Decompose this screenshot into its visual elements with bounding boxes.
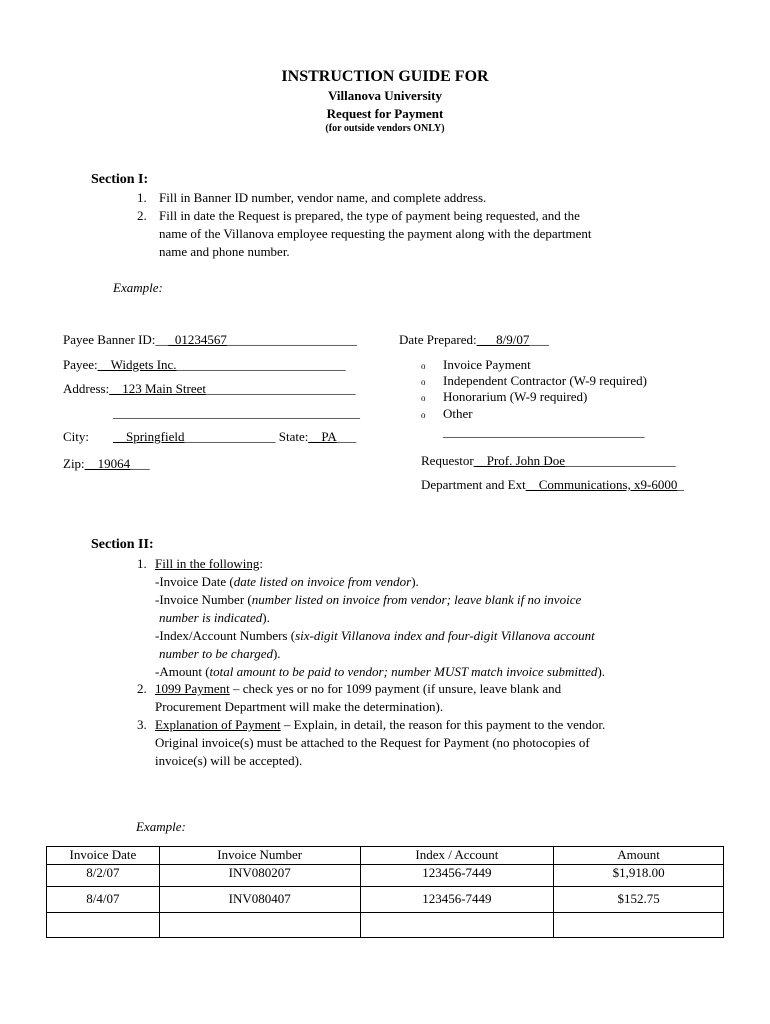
sub-item-index-account: -Index/Account Numbers (six-digit Villanova index and four-digit Villanova account (155, 628, 595, 643)
zip-field (63, 456, 150, 472)
payment-type-other: Other (443, 406, 473, 421)
cell-invoice-number: INV080207 (159, 865, 360, 887)
cell-index-account: 123456-7449 (360, 887, 554, 913)
department-label: Department and Ext (421, 477, 526, 492)
payee-label: Payee: (63, 357, 98, 372)
table-row (47, 887, 724, 913)
date-prepared-field (399, 332, 549, 348)
cell-invoice-date (47, 913, 160, 938)
payee-line: __________________________ (176, 357, 346, 372)
section-2-item-2-line-2: Procurement Department will make the determination). (155, 699, 444, 714)
table-row (47, 865, 724, 887)
section-2-item-3-line-1: Explanation of Payment – Explain, in detail, the reason for this payment to the vendor. (155, 717, 606, 732)
payment-type-contractor: Independent Contractor (W-9 required) (443, 373, 647, 388)
form-name: Request for Payment (326, 106, 444, 121)
cell-index-account (360, 913, 554, 938)
form-scope-note: (for outside vendors ONLY) (325, 123, 445, 134)
payee-name-field (63, 357, 346, 373)
section-2-item-3-num: 3. (137, 717, 147, 732)
zip-line: ___ (130, 456, 150, 471)
requestor-label: Requestor (421, 453, 474, 468)
city-label: City: (63, 429, 90, 444)
banner-id-value: _01234567 (168, 332, 227, 347)
date-prepared-line: ___ (529, 332, 549, 347)
section-1-item-2-line-3: name and phone number. (159, 244, 290, 259)
header-invoice-number: Invoice Number (159, 847, 360, 865)
department-line: _ (677, 477, 684, 492)
address-line-2: ______________________________________ (113, 405, 360, 420)
header-invoice-date: Invoice Date (47, 847, 160, 865)
section-1-item-2-line-2: name of the Villanova employee requesting the payment along with the department (159, 226, 592, 241)
date-prepared-value: ___8/9/07 (476, 332, 530, 347)
sub-item-invoice-number-cont: number is indicated). (159, 610, 270, 625)
department-value: __Communications, x9-6000 (525, 477, 678, 492)
requestor-field (421, 453, 676, 469)
section-2-item-1-title: Fill in the following: (155, 556, 263, 571)
requestor-value: __Prof. John Doe (473, 453, 566, 468)
radio-icon: o (421, 410, 426, 420)
city-state-field (113, 429, 356, 445)
sub-item-invoice-number: -Invoice Number (number listed on invoice from vendor; leave blank if no invoice (155, 592, 582, 607)
payment-type-honorarium: Honorarium (W-9 required) (443, 389, 588, 404)
section-1-item-2-num: 2. (137, 208, 147, 223)
cell-index-account: 123456-7449 (360, 865, 554, 887)
cell-invoice-number: INV080407 (159, 887, 360, 913)
section-2-example-label: Example: (136, 819, 186, 834)
address-field (63, 381, 355, 397)
state-value: __PA (308, 429, 337, 444)
table-header-row (47, 847, 724, 865)
cell-invoice-date: 8/4/07 (47, 887, 160, 913)
requestor-line: _________________ (565, 453, 676, 468)
section-1-heading: Section I: (91, 172, 149, 187)
doc-title: INSTRUCTION GUIDE FOR (281, 68, 489, 85)
section-1-item-2-line-1: Fill in date the Request is prepared, the type of payment being requested, and the (159, 208, 580, 223)
zip-value: __19064 (84, 456, 131, 471)
radio-icon: o (421, 377, 426, 387)
payee-value: __Widgets Inc. (97, 357, 177, 372)
header-index-account: Index / Account (360, 847, 554, 865)
other-line: _______________________________ (443, 424, 645, 439)
zip-label: Zip: (63, 456, 85, 471)
radio-icon: o (421, 361, 426, 371)
city-line: ______________ (184, 429, 276, 444)
sub-item-index-account-cont: number to be charged). (159, 646, 281, 661)
cell-amount: $152.75 (554, 887, 724, 913)
example-invoice-table (46, 846, 724, 938)
radio-icon: o (421, 393, 426, 403)
address-line: _______________________ (205, 381, 356, 396)
cell-invoice-number (159, 913, 360, 938)
state-label: State: (275, 429, 309, 444)
city-value: __Springfield (113, 429, 185, 444)
section-1-example-label: Example: (113, 280, 163, 295)
section-2-item-1-num: 1. (137, 556, 147, 571)
section-2-item-2-num: 2. (137, 681, 147, 696)
university-name: Villanova University (328, 88, 442, 103)
payee-banner-id-field (63, 332, 357, 348)
payment-type-invoice: Invoice Payment (443, 357, 531, 372)
cell-invoice-date: 8/2/07 (47, 865, 160, 887)
table-row (47, 913, 724, 938)
cell-amount (554, 913, 724, 938)
banner-id-line: ____________________ (226, 332, 357, 347)
section-2-item-2-line-1: 1099 Payment – check yes or no for 1099 payment (if unsure, leave blank and (155, 681, 562, 696)
address-value: __123 Main Street (109, 381, 206, 396)
section-1-item-1-num: 1. (137, 190, 147, 205)
section-2-item-3-line-2: Original invoice(s) must be attached to the Request for Payment (no photocopies of (155, 735, 590, 750)
department-field (421, 477, 684, 493)
sub-item-invoice-date: -Invoice Date (date listed on invoice from vendor). (155, 574, 419, 589)
section-1-item-1-text: Fill in Banner ID number, vendor name, and complete address. (159, 190, 487, 205)
header-amount: Amount (554, 847, 724, 865)
section-2-item-3-line-3: invoice(s) will be accepted). (155, 753, 303, 768)
cell-amount: $1,918.00 (554, 865, 724, 887)
section-2-heading: Section II: (91, 537, 154, 552)
state-line: ___ (336, 429, 357, 444)
banner-id-label: Payee Banner ID:__ (63, 332, 169, 347)
address-label: Address: (63, 381, 110, 396)
sub-item-amount: -Amount (total amount to be paid to vendor; number MUST match invoice submitted). (155, 664, 606, 679)
date-prepared-label: Date Prepared: (399, 332, 477, 347)
